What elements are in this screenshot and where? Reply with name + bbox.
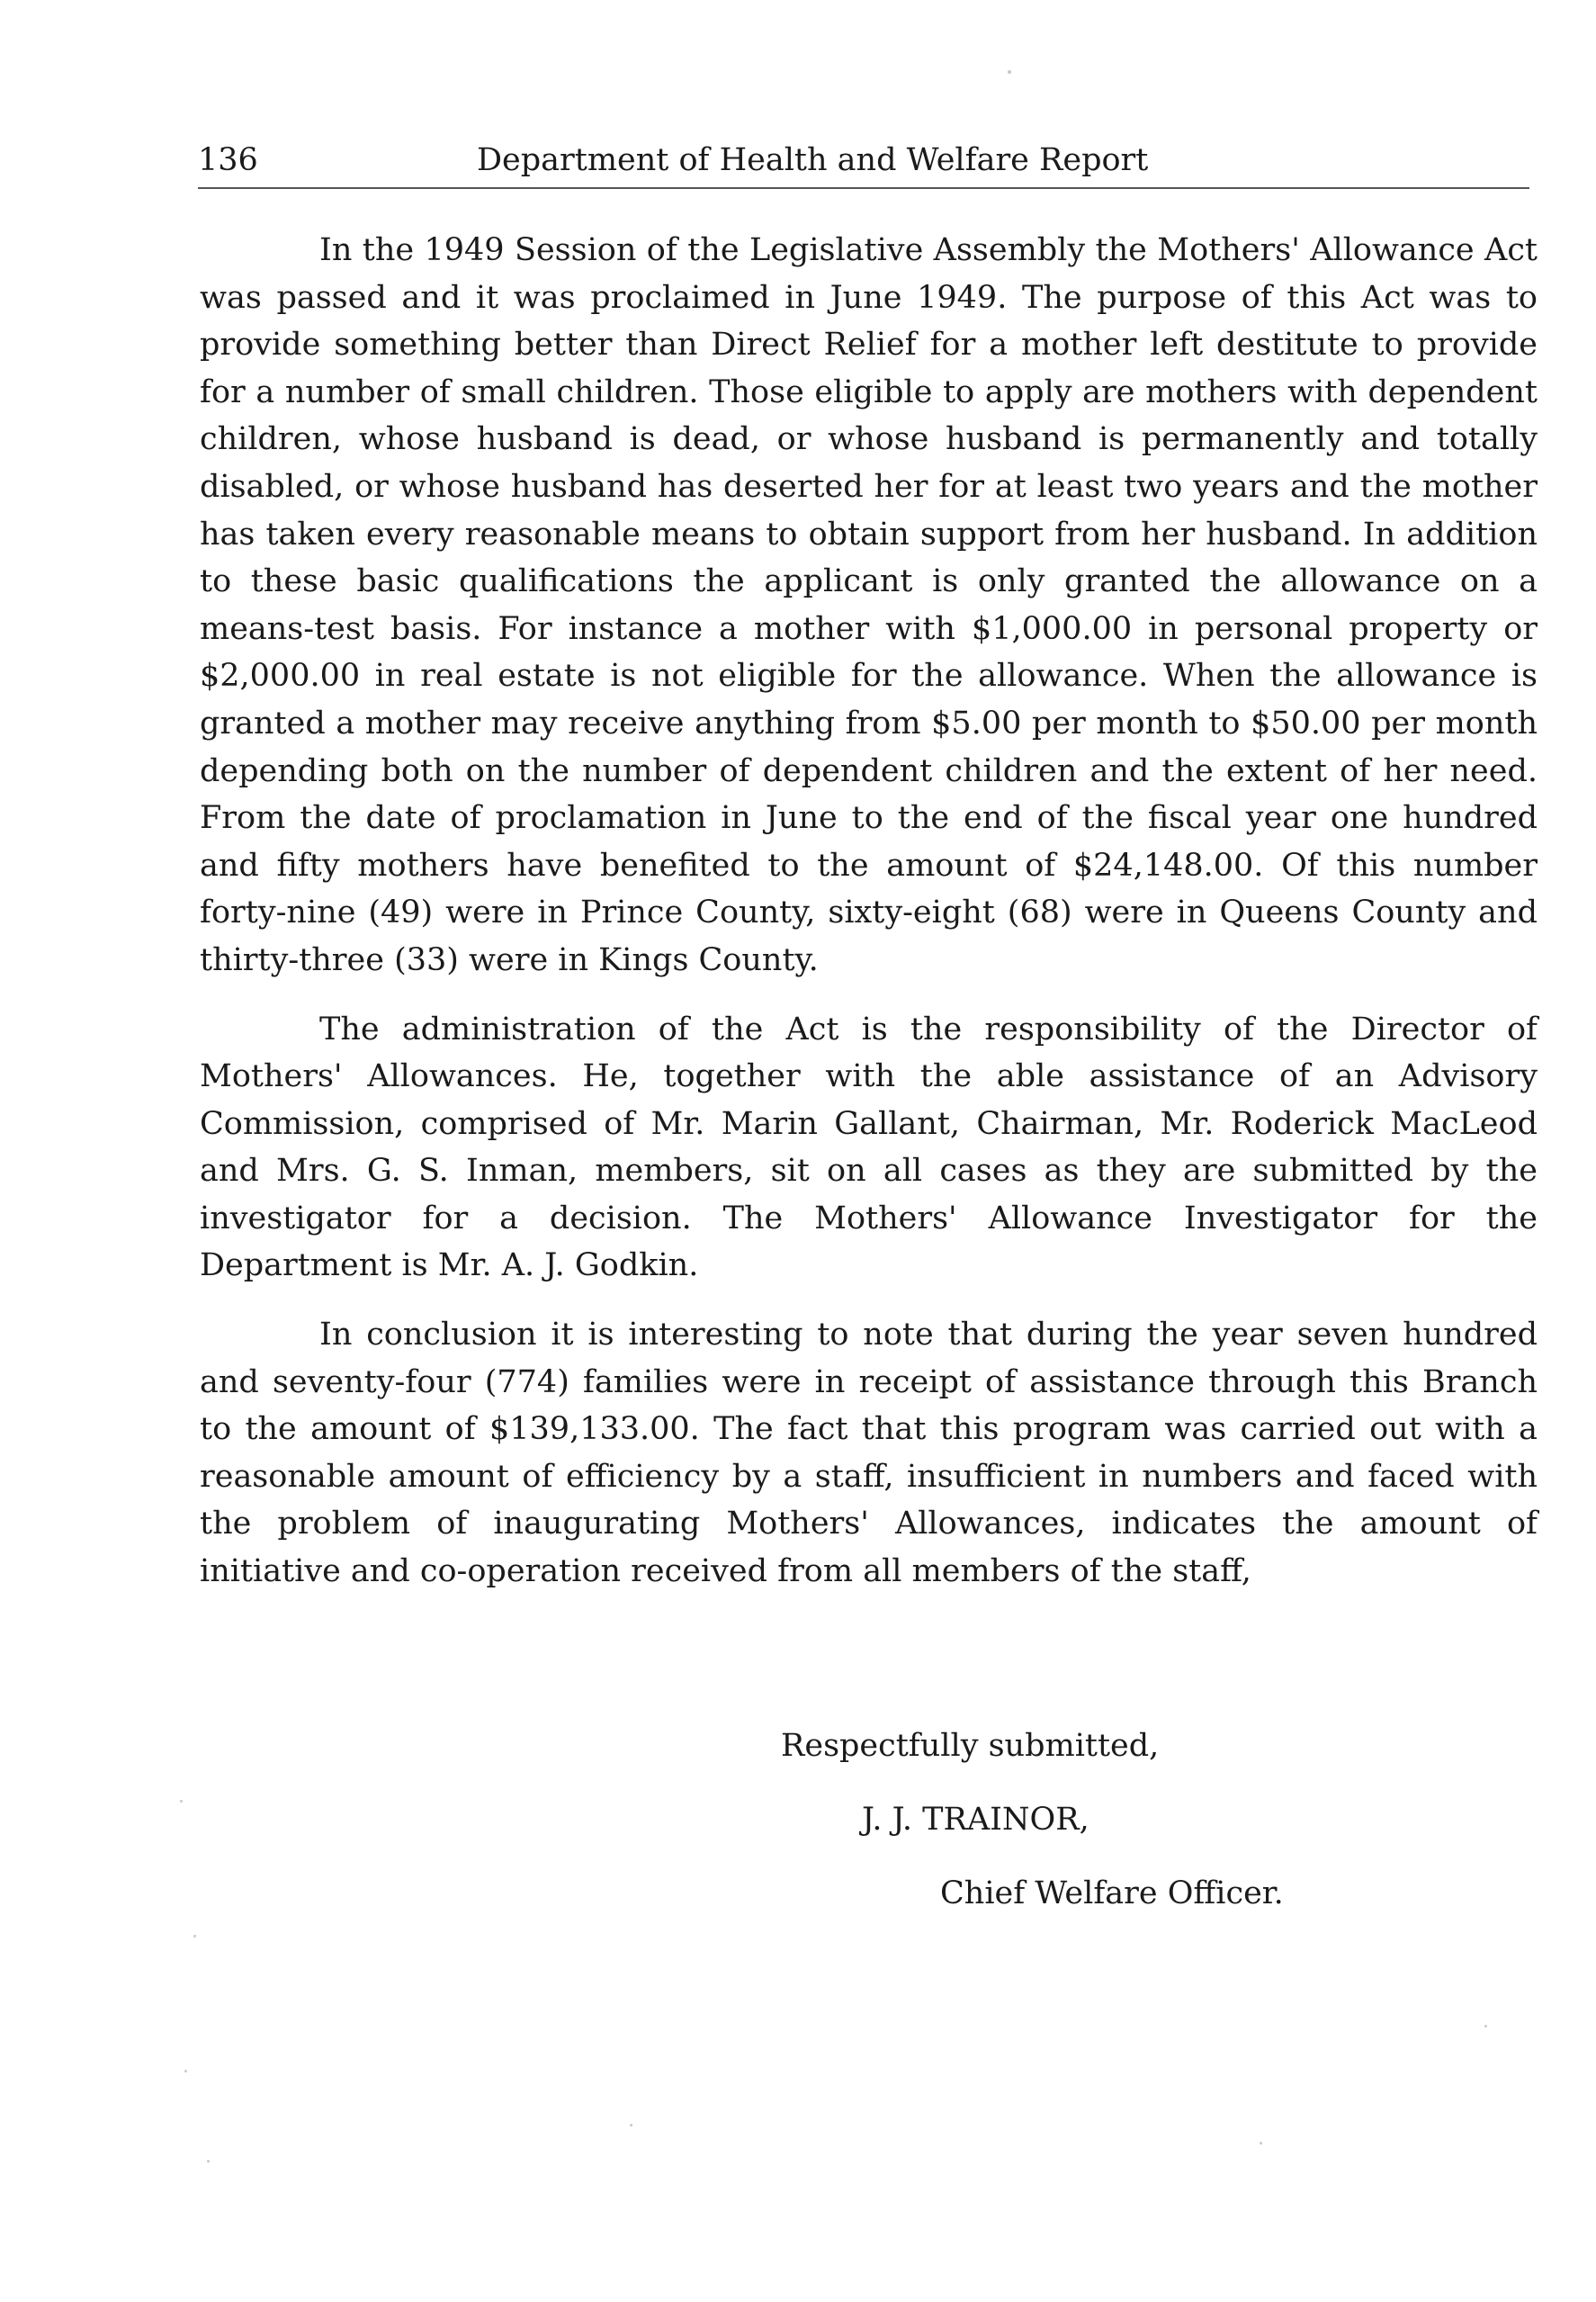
running-header: [198, 142, 1529, 189]
page-number: 136: [198, 142, 258, 178]
paragraph-conclusion: In conclusion it is interesting to note that during the year seven hundred and seventy-four (774) families were in receipt of assistance through this Branch to the amount of $139,133.00. The fact that this program was carried out with a reasonable amount of efficiency by a staff, insufficient in numbers and faced with the problem of inaugurating Mothers' Allowances, indicates the amount of initiative and co-operation received from all members of the staff,: [200, 1317, 1538, 1590]
scan-speck: [1260, 2142, 1262, 2145]
scan-speck: [184, 2070, 187, 2073]
paragraph-administration: The administration of the Act is the responsibility of the Director of Mothers' Allowances. He, together with the able assistance of an Advisory Commission, comprised of Mr. Marin Gallant, Chairman, Mr. Roderick MacLeod and Mrs. G. S. Inman, members, sit on all cases as they are submitted by the investigator for a decision. The Mothers' Allowance Investigator for the Department is Mr. A. J. Godkin.: [200, 1011, 1538, 1284]
header-title: Department of Health and Welfare Report: [477, 142, 1149, 178]
signatory-position: Chief Welfare Officer.: [940, 1875, 1284, 1911]
scan-speck: [207, 2160, 210, 2163]
signatory-name: J. J. TRAINOR,: [862, 1802, 1089, 1838]
scan-speck: [193, 1935, 196, 1938]
scan-speck: [1484, 2025, 1487, 2028]
scan-speck: [180, 1800, 183, 1803]
body-text: [200, 227, 1538, 1617]
paragraph-mothers-allowance-act: In the 1949 Session of the Legislative Assembly the Mothers' Allowance Act was passed and it was proclaimed in June 1949. The purpose of this Act was to provide something better than Direct Relief for a mother left destitute to provide for a number of small children. Those eligible to apply are mothers with dependent children, whose husband is dead, or whose husband is permanently and totally disabled, or whose husband has deserted her for at least two years and the mother has taken every reasonable means to obtain support from her husband. In addition to these basic qualifications the applicant is only granted the allowance on a means-test basis. For instance a mother with $1,000.00 in personal property or $2,000.00 in real estate is not eligible for the allowance. When the allowance is granted a mother may receive anything from $5.00 per month to $50.00 per month depending both on the number of dependent children and the extent of her need. From the date of proclamation in June to the end of the fiscal year one hundred and fifty mothers have benefited to the amount of $24,148.00. Of this number forty-nine (49) were in Prince County, sixty-eight (68) were in Queens County and thirty-three (33) were in Kings County.: [200, 232, 1538, 978]
scan-speck: [1008, 70, 1011, 74]
scan-speck: [630, 2124, 632, 2127]
closing-salutation: Respectfully submitted,: [781, 1728, 1160, 1764]
